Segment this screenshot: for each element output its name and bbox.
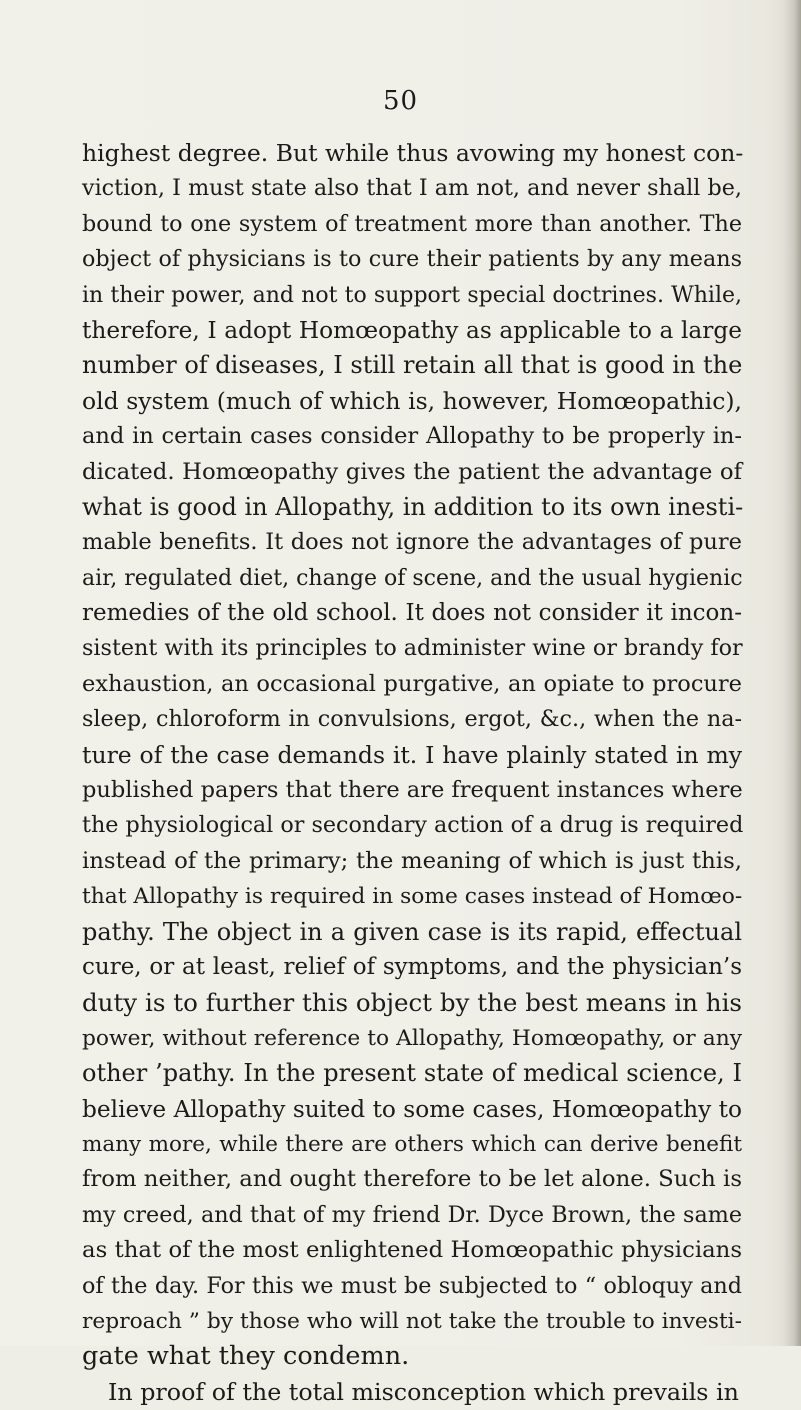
text-line: published papers that there are frequent instances where — [82, 777, 743, 804]
text-line: power, without reference to Allopathy, Homœopathy, or any — [82, 1025, 742, 1051]
text-line: my creed, and that of my friend Dr. Dyce Brown, the same — [82, 1201, 742, 1228]
text-line: ture of the case demands it. I have plainly stated in my — [82, 740, 742, 769]
text-line: instead of the primary; the meaning of which is just this, — [82, 847, 742, 874]
body-text — [82, 136, 742, 1410]
text-line: and in certain cases consider Allopathy to be properly in- — [82, 423, 742, 450]
page-number: 50 — [382, 86, 419, 116]
text-line: viction, I must state also that I am not, and never shall be, — [82, 175, 742, 202]
text-line: the physiological or secondary action of a drug is required — [82, 812, 744, 839]
text-line-paragraph-start: In proof of the total misconception which prevails in — [108, 1377, 739, 1406]
text-line: believe Allopathy suited to some cases, Homœopathy to — [82, 1095, 742, 1123]
text-line-paragraph-end: gate what they condemn. — [82, 1341, 410, 1372]
text-line: highest degree. But while thus avowing my honest con- — [82, 139, 744, 167]
text-line: sistent with its principles to administer wine or brandy for — [82, 635, 743, 662]
text-line: reproach ” by those who will not take the trouble to investi- — [82, 1308, 742, 1334]
text-line: that Allopathy is required in some cases instead of Homœo- — [82, 884, 743, 910]
text-line: bound to one system of treatment more than another. The — [82, 210, 742, 237]
text-line: cure, or at least, relief of symptoms, and the physician’s — [82, 953, 742, 980]
page-edge-shadow — [783, 0, 801, 1346]
text-line: remedies of the old school. It does not consider it incon- — [82, 600, 742, 627]
text-line: number of diseases, I still retain all that is good in the — [82, 351, 743, 380]
text-line: old system (much of which is, however, Homœopathic), — [82, 386, 742, 415]
text-line: in their power, and not to support special doctrines. While, — [82, 282, 742, 308]
text-line: other ’pathy. In the present state of medical science, I — [82, 1059, 742, 1088]
text-line: air, regulated diet, change of scene, and the usual hygienic — [82, 565, 743, 591]
text-line: many more, while there are others which can derive benefit — [82, 1131, 742, 1157]
text-line: as that of the most enlightened Homœopathic physicians — [82, 1237, 742, 1264]
text-line: sleep, chloroform in convulsions, ergot, &c., when the na- — [82, 706, 742, 733]
text-line: of the day. For this we must be subjected to “ obloquy and — [82, 1272, 742, 1299]
text-line: dicated. Homœopathy gives the patient the advantage of — [82, 458, 742, 485]
text-line: mable benefits. It does not ignore the advantages of pure — [82, 529, 742, 556]
text-line: what is good in Allopathy, in addition to its own inesti- — [82, 492, 744, 521]
text-line: exhaustion, an occasional purgative, an opiate to procure — [82, 670, 742, 697]
text-line: pathy. The object in a given case is its rapid, effectual — [82, 917, 742, 946]
text-line: duty is to further this object by the best means in his — [82, 988, 742, 1018]
text-line: object of physicians is to cure their patients by any means — [82, 246, 742, 273]
text-line: from neither, and ought therefore to be let alone. Such is — [82, 1166, 742, 1193]
text-line: therefore, I adopt Homœopathy as applicable to a large — [82, 316, 742, 344]
